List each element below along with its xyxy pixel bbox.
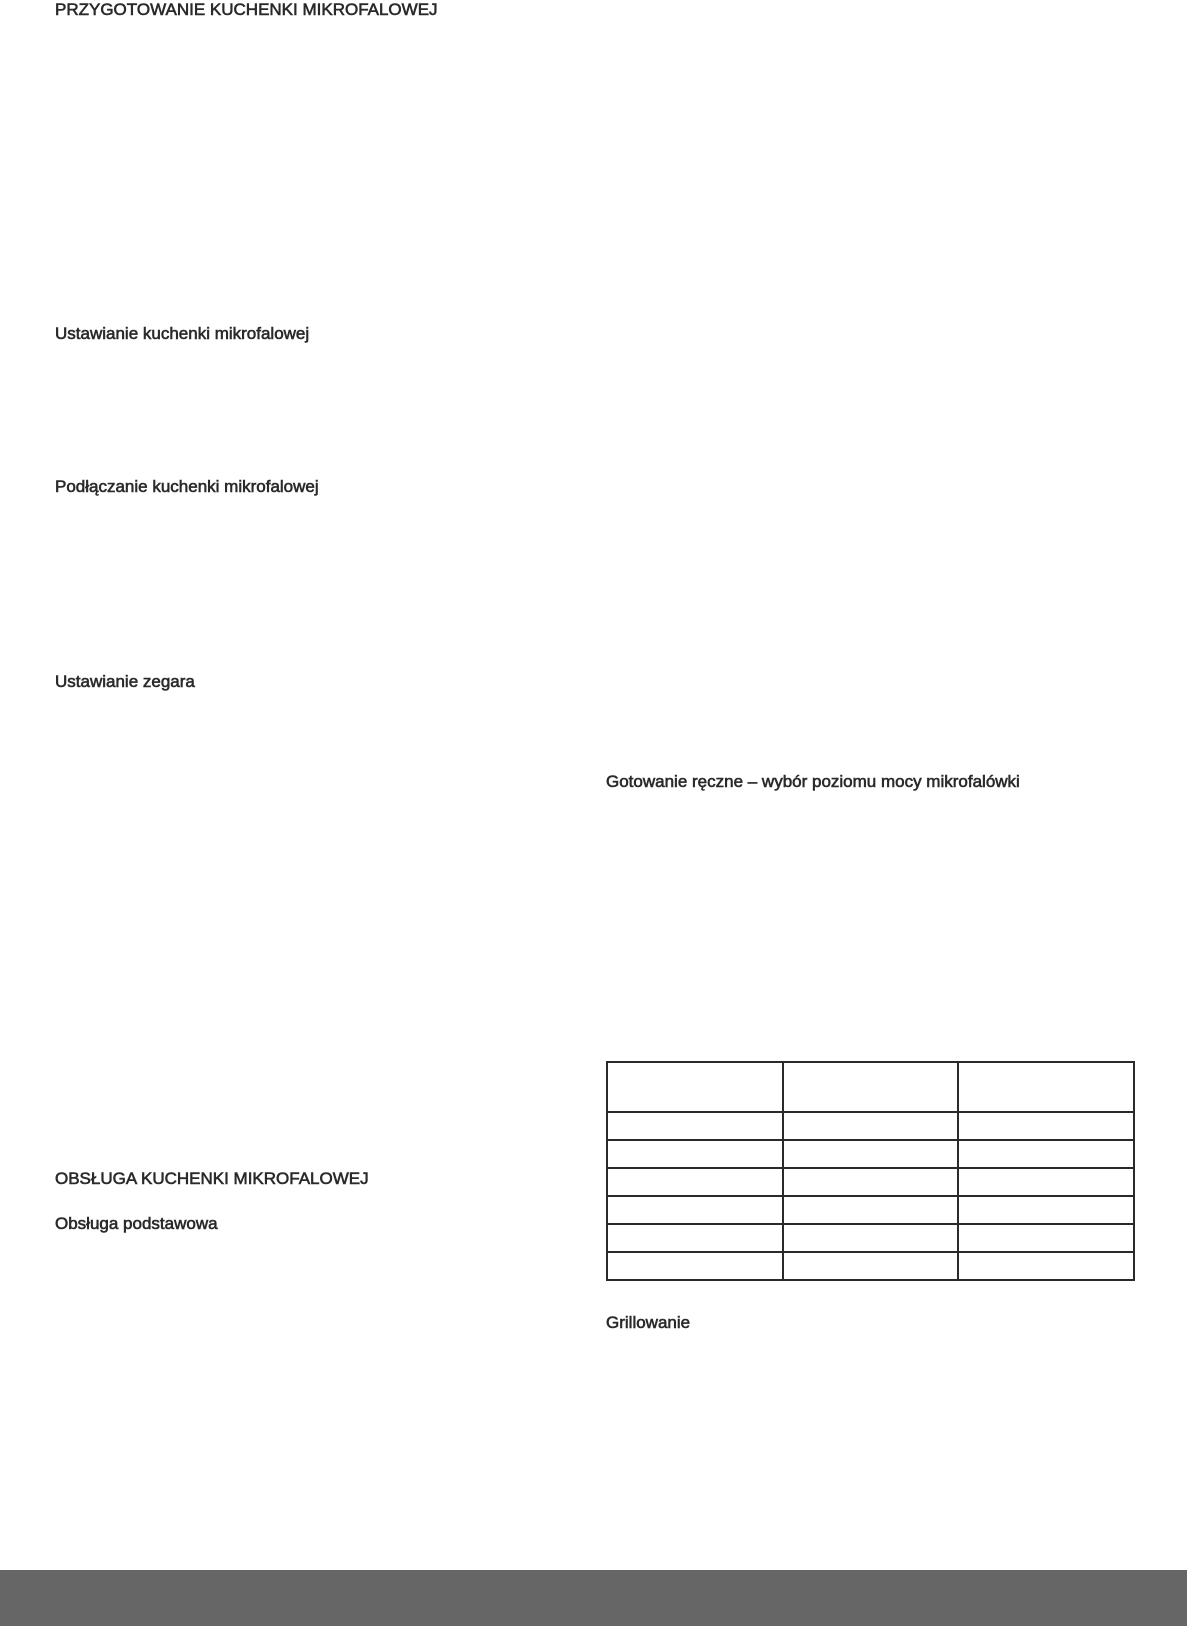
table-cell xyxy=(607,1112,783,1140)
table-cell xyxy=(607,1168,783,1196)
page-footer-band xyxy=(0,1570,1187,1626)
subheading-grilling: Grillowanie xyxy=(606,1313,691,1332)
table-row xyxy=(607,1224,1134,1252)
power-level-table xyxy=(606,1061,1135,1281)
table-cell xyxy=(783,1196,959,1224)
subheading-basic-operation: Obsługa podstawowa xyxy=(55,1214,218,1233)
subheading-clock: Ustawianie zegara xyxy=(55,672,195,691)
table-cell xyxy=(958,1252,1134,1280)
table-header-cell xyxy=(958,1062,1134,1112)
table-row xyxy=(607,1140,1134,1168)
table-cell xyxy=(607,1196,783,1224)
section-title-preparation: PRZYGOTOWANIE KUCHENKI MIKROFALOWEJ xyxy=(55,0,438,19)
table-row xyxy=(607,1252,1134,1280)
subheading-placement: Ustawianie kuchenki mikrofalowej xyxy=(55,324,310,343)
table-row xyxy=(607,1168,1134,1196)
table-header-row xyxy=(607,1062,1134,1112)
table-cell xyxy=(607,1140,783,1168)
table-cell xyxy=(607,1224,783,1252)
table-cell xyxy=(958,1196,1134,1224)
table-cell xyxy=(783,1140,959,1168)
table-cell xyxy=(783,1168,959,1196)
subheading-connection: Podłączanie kuchenki mikrofalowej xyxy=(55,477,319,496)
table-cell xyxy=(958,1224,1134,1252)
table-row xyxy=(607,1112,1134,1140)
table-header-cell xyxy=(607,1062,783,1112)
subheading-manual-cooking: Gotowanie ręczne – wybór poziomu mocy mikrofalówki xyxy=(606,772,1020,791)
table-cell xyxy=(783,1112,959,1140)
table-cell xyxy=(607,1252,783,1280)
table-cell xyxy=(783,1224,959,1252)
table-row xyxy=(607,1196,1134,1224)
section-title-operation: OBSŁUGA KUCHENKI MIKROFALOWEJ xyxy=(55,1169,369,1188)
table-cell xyxy=(958,1112,1134,1140)
table-cell xyxy=(958,1140,1134,1168)
table-cell xyxy=(958,1168,1134,1196)
table-header-cell xyxy=(783,1062,959,1112)
table-cell xyxy=(783,1252,959,1280)
